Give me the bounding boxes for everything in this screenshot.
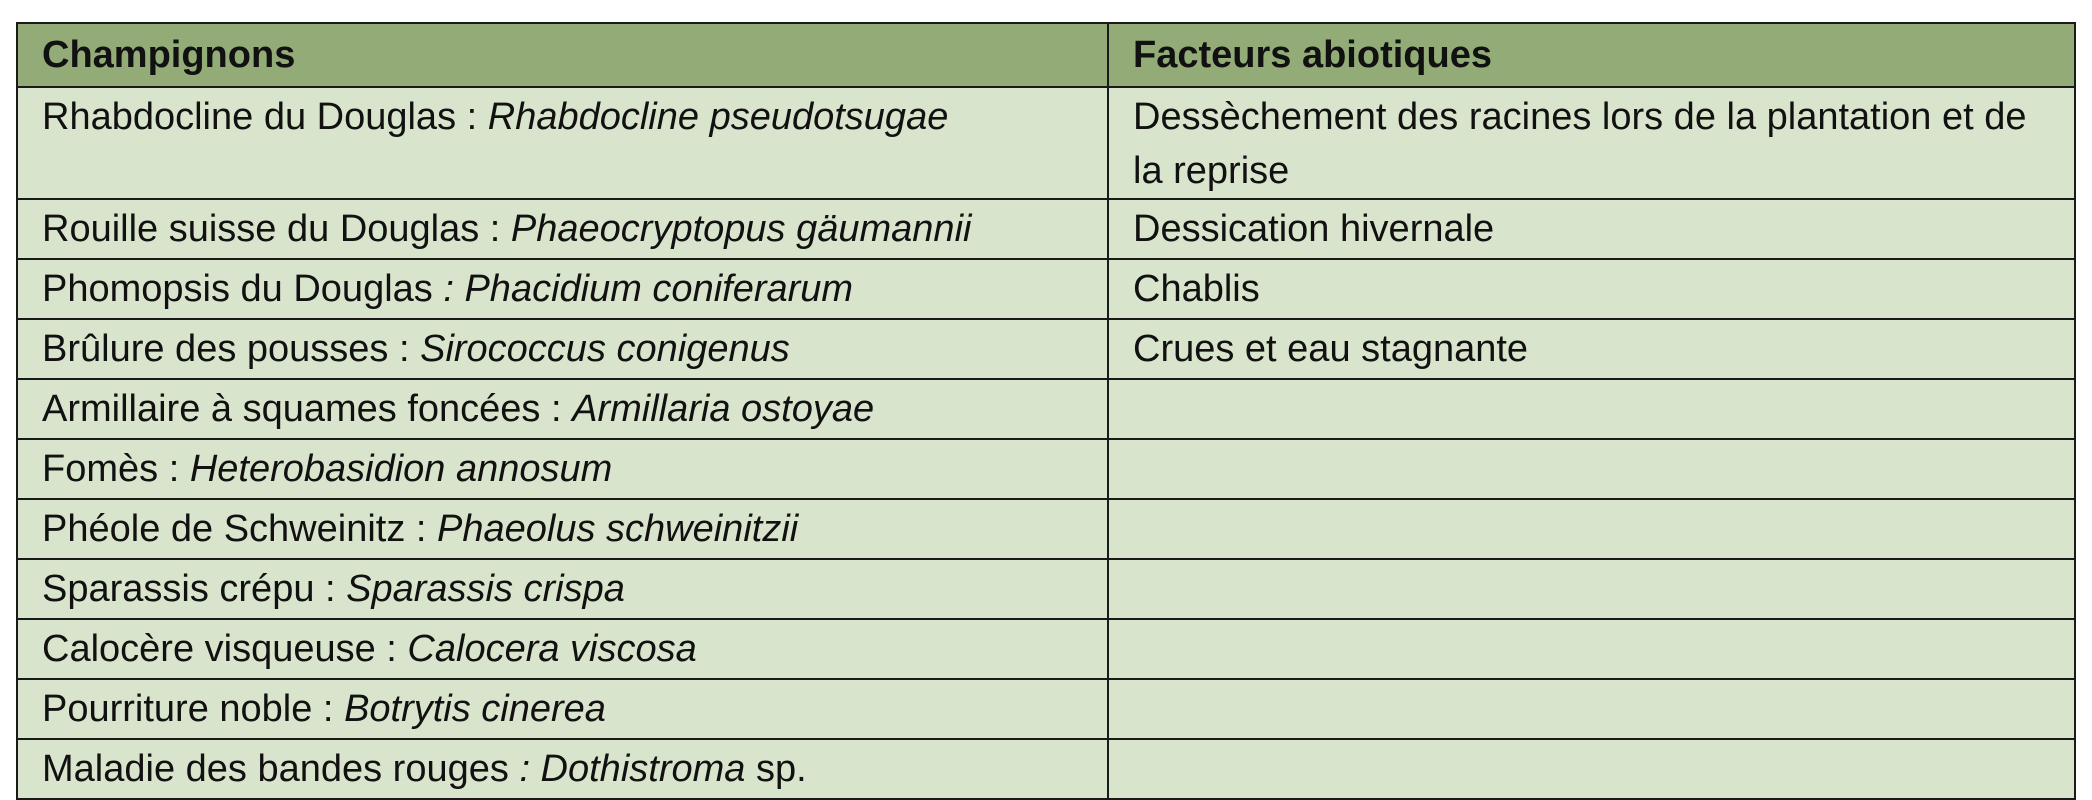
- scientific-name: Sparassis crispa: [346, 568, 625, 610]
- common-name: Phomopsis du Douglas: [42, 268, 444, 310]
- fungus-cell: [17, 87, 1108, 199]
- table-body: [17, 87, 2075, 799]
- header-champignons: Champignons: [17, 23, 1108, 87]
- common-name: Pourriture noble :: [42, 688, 345, 730]
- common-name: Armillaire à squames foncées :: [42, 388, 573, 430]
- table-row: [17, 379, 2075, 439]
- fungus-cell: [17, 259, 1108, 319]
- table-row: [17, 439, 2075, 499]
- scientific-name: : Dothistroma: [519, 748, 746, 790]
- table-row: [17, 319, 2075, 379]
- header-row: [17, 23, 2075, 87]
- abiotic-factor-cell: [1108, 619, 2075, 679]
- table-row: [17, 679, 2075, 739]
- table-row: [17, 559, 2075, 619]
- common-name: Rouille suisse du Douglas :: [42, 208, 511, 250]
- scientific-name: Armillaria ostoyae: [572, 388, 875, 430]
- abiotic-factor-cell: Crues et eau stagnante: [1108, 319, 2075, 379]
- abiotic-factor-cell: [1108, 379, 2075, 439]
- scientific-name: Sirococcus conigenus: [420, 328, 790, 370]
- fungus-cell: [17, 619, 1108, 679]
- fungus-cell: [17, 739, 1108, 799]
- common-name: Calocère visqueuse :: [42, 628, 408, 670]
- fungus-cell: [17, 319, 1108, 379]
- fungus-cell: [17, 379, 1108, 439]
- scientific-name: Calocera viscosa: [407, 628, 697, 670]
- table-row: [17, 499, 2075, 559]
- common-name: sp.: [745, 748, 807, 790]
- abiotic-factor-cell: [1108, 499, 2075, 559]
- fungus-cell: [17, 679, 1108, 739]
- table-row: [17, 259, 2075, 319]
- common-name: Rhabdocline du Douglas :: [42, 96, 488, 138]
- header-facteurs-abiotiques: Facteurs abiotiques: [1108, 23, 2075, 87]
- table-row: [17, 739, 2075, 799]
- fungus-cell: [17, 439, 1108, 499]
- abiotic-factor-cell: [1108, 679, 2075, 739]
- abiotic-factor-cell: [1108, 439, 2075, 499]
- scientific-name: Phaeolus schweinitzii: [437, 508, 799, 550]
- scientific-name: Rhabdocline pseudotsugae: [487, 96, 949, 138]
- abiotic-factor-cell: [1108, 559, 2075, 619]
- abiotic-factor-cell: Chablis: [1108, 259, 2075, 319]
- abiotic-factor-cell: Dessication hivernale: [1108, 199, 2075, 259]
- fungus-cell: [17, 559, 1108, 619]
- scientific-name: : Phacidium coniferarum: [443, 268, 854, 310]
- table-row: [17, 87, 2075, 199]
- common-name: Brûlure des pousses :: [42, 328, 421, 370]
- scientific-name: Heterobasidion annosum: [189, 448, 613, 490]
- common-name: Fomès :: [42, 448, 190, 490]
- abiotic-factor-cell: Dessèchement des racines lors de la plantation et de la reprise: [1108, 87, 2075, 199]
- scientific-name: Phaeocryptopus gäumannii: [510, 208, 972, 250]
- fungus-cell: [17, 199, 1108, 259]
- scientific-name: Botrytis cinerea: [344, 688, 606, 730]
- common-name: Sparassis crépu :: [42, 568, 347, 610]
- table-row: [17, 619, 2075, 679]
- common-name: Phéole de Schweinitz :: [42, 508, 438, 550]
- fungus-cell: [17, 499, 1108, 559]
- common-name: Maladie des bandes rouges: [42, 748, 520, 790]
- table-row: [17, 199, 2075, 259]
- abiotic-factor-cell: [1108, 739, 2075, 799]
- fungi-abiotic-table: [16, 22, 2076, 800]
